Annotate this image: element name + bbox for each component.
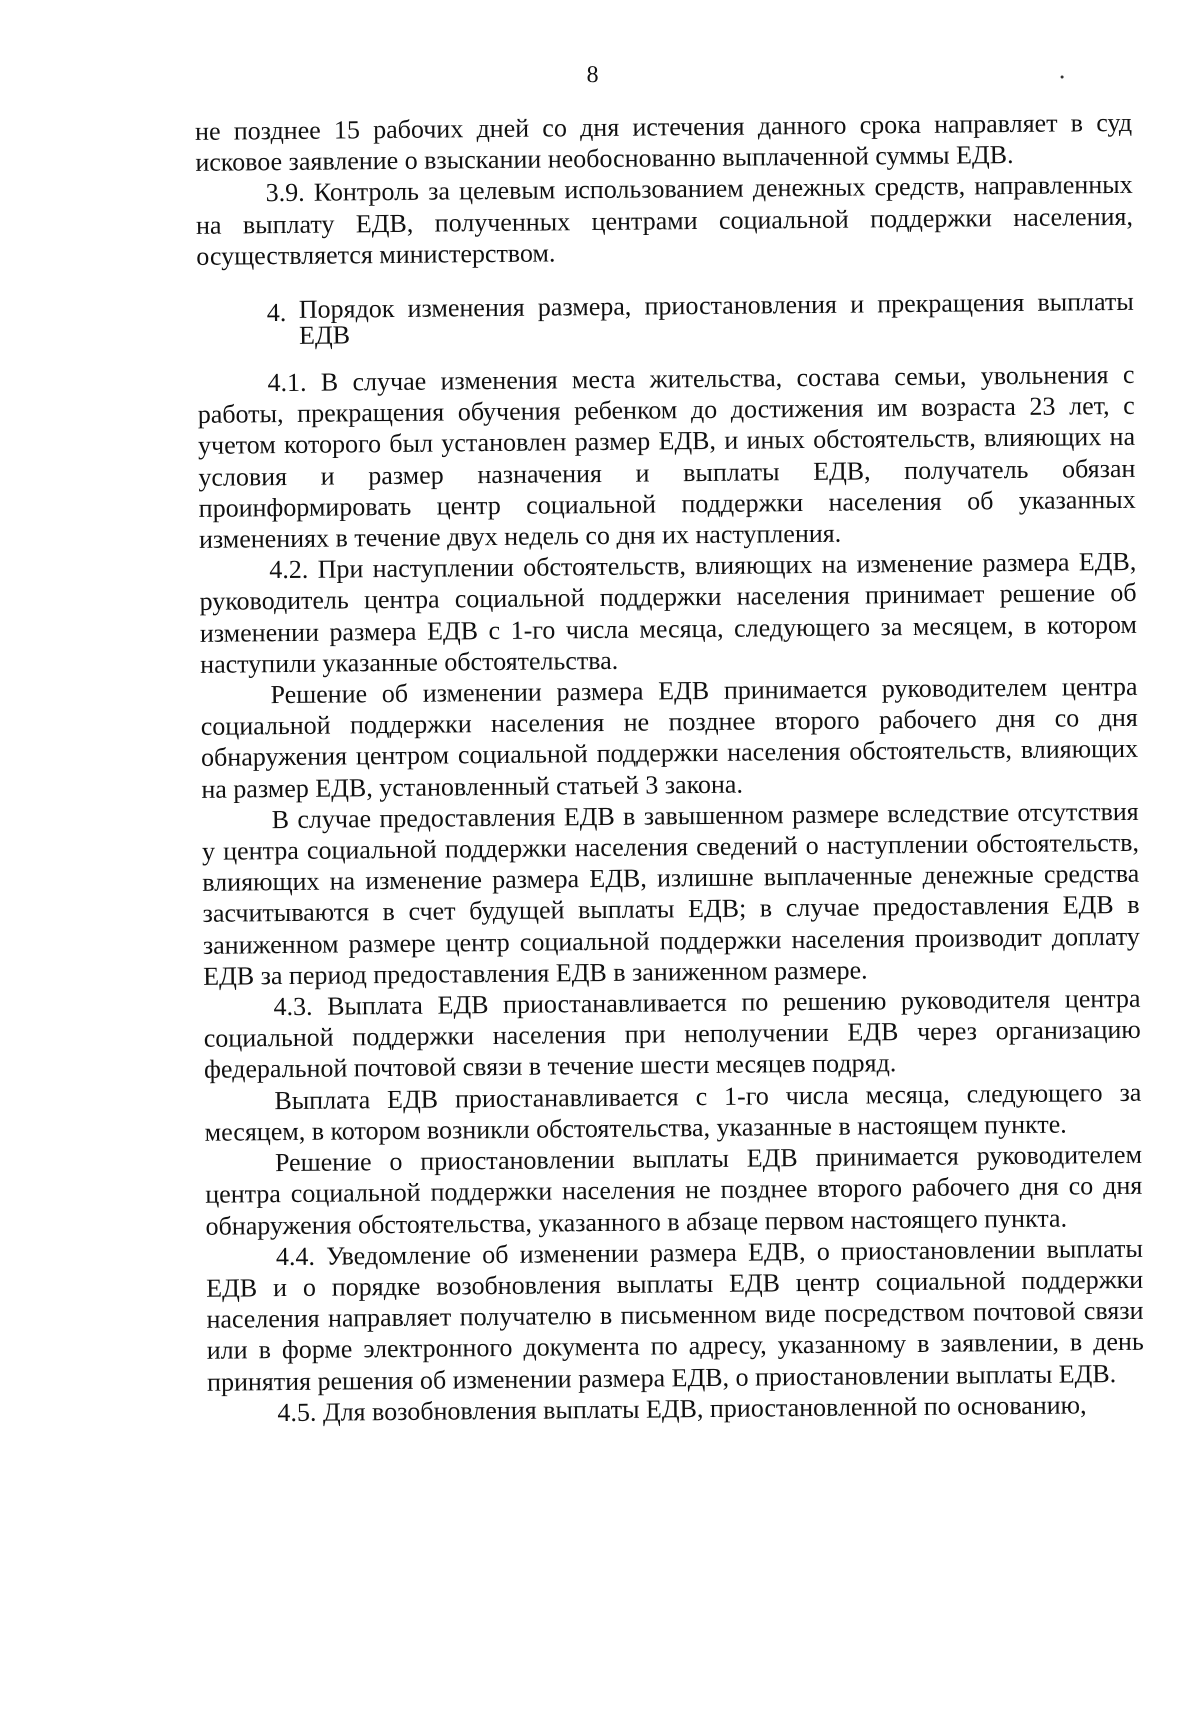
paragraph-4-3-suspension-date: Выплата ЕДВ приостанавливается с 1-го числа месяца, следующего за месяцем, в котором возникли обстоятельства, указанные в настоящем пункте. — [204, 1077, 1142, 1147]
paragraph-4-2-decision: Решение об изменении размера ЕДВ принимается руководителем центра социальной поддержки населения не позднее второго рабочего дня со дня обнаружения центром социальной поддержки населения обстоятельств, влияющих на размер ЕДВ, установленный статьей 3 закона. — [200, 671, 1139, 804]
paragraph-3-9: 3.9. Контроль за целевым использованием денежных средств, направленных на выплату ЕДВ, полученных центрами социальной поддержки населения, осуществляется министерством. — [195, 170, 1134, 271]
paragraph-4-2: 4.2. При наступлении обстоятельств, влияющих на изменение размера ЕДВ, руководитель центра социальной поддержки населения принимает решение об изменении размера ЕДВ с 1-го числа месяца, следующего за месяцем, в котором наступили указанные обстоятельства. — [199, 547, 1137, 679]
paragraph-4-3: 4.3. Выплата ЕДВ приостанавливается по решению руководителя центра социальной поддержки населения при неполучении ЕДВ через организацию федеральной почтовой связи в течение шести месяцев подряд. — [203, 983, 1141, 1085]
paragraph-4-1: 4.1. В случае изменения места жительства, состава семьи, увольнения с работы, прекращения обучения ребенком до достижения им возраста 23 лет, с учетом которого был установлен размер ЕДВ, и иных обстоятельств, влияющих на условия и размер назначения и выплаты ЕДВ, получатель обязан проинформировать центр социальной поддержки населения об указанных изменениях в течение двух недель со дня их наступления. — [197, 359, 1136, 554]
paragraph-4-5: 4.5. Для возобновления выплаты ЕДВ, приостановленной по основанию, — [277, 1390, 1087, 1427]
document-body — [195, 107, 1145, 1429]
paragraph-continuation: не позднее 15 рабочих дней со дня истечения данного срока направляет в суд исковое заявление о взыскании необоснованно выплаченной суммы ЕДВ. — [194, 107, 1133, 178]
paragraph-4-3-decision: Решение о приостановлении выплаты ЕДВ принимается руководителем центра социальной поддержки населения не позднее второго рабочего дня со дня обнаружения обстоятельства, указанного в абзаце первом настоящего пункта. — [205, 1139, 1143, 1241]
section-heading — [197, 286, 1134, 350]
scan-speck — [1061, 76, 1064, 79]
paragraph-4-4: 4.4. Уведомление об изменении размера ЕДВ, о приостановлении выплаты ЕДВ и о порядке возобновления выплаты ЕДВ центр социальной поддержки населения направляет получателю в письменном виде посредством почтовой связи или в форме электронного документа по адресу, указанному в заявлении, в день принятия решения об изменении размера ЕДВ, о приостановлении выплаты ЕДВ. — [206, 1233, 1144, 1397]
paragraph-4-2-overpayment: В случае предоставления ЕДВ в завышенном размере вследствие отсутствия у центра социальной поддержки населения сведений о наступлении обстоятельств, влияющих на изменение размера ЕДВ, излишне выплаченные денежные средства засчитываются в счет будущей выплаты ЕДВ; в случае предоставления ЕДВ в заниженном размере центр социальной поддержки населения производит доплату ЕДВ за период предоставления ЕДВ в заниженном размере. — [201, 796, 1140, 991]
section-title: Порядок изменения размера, приостановления и прекращения выплаты ЕДВ — [298, 286, 1134, 350]
section-number: 4. — [266, 298, 287, 328]
page-number: 8 — [586, 61, 599, 89]
